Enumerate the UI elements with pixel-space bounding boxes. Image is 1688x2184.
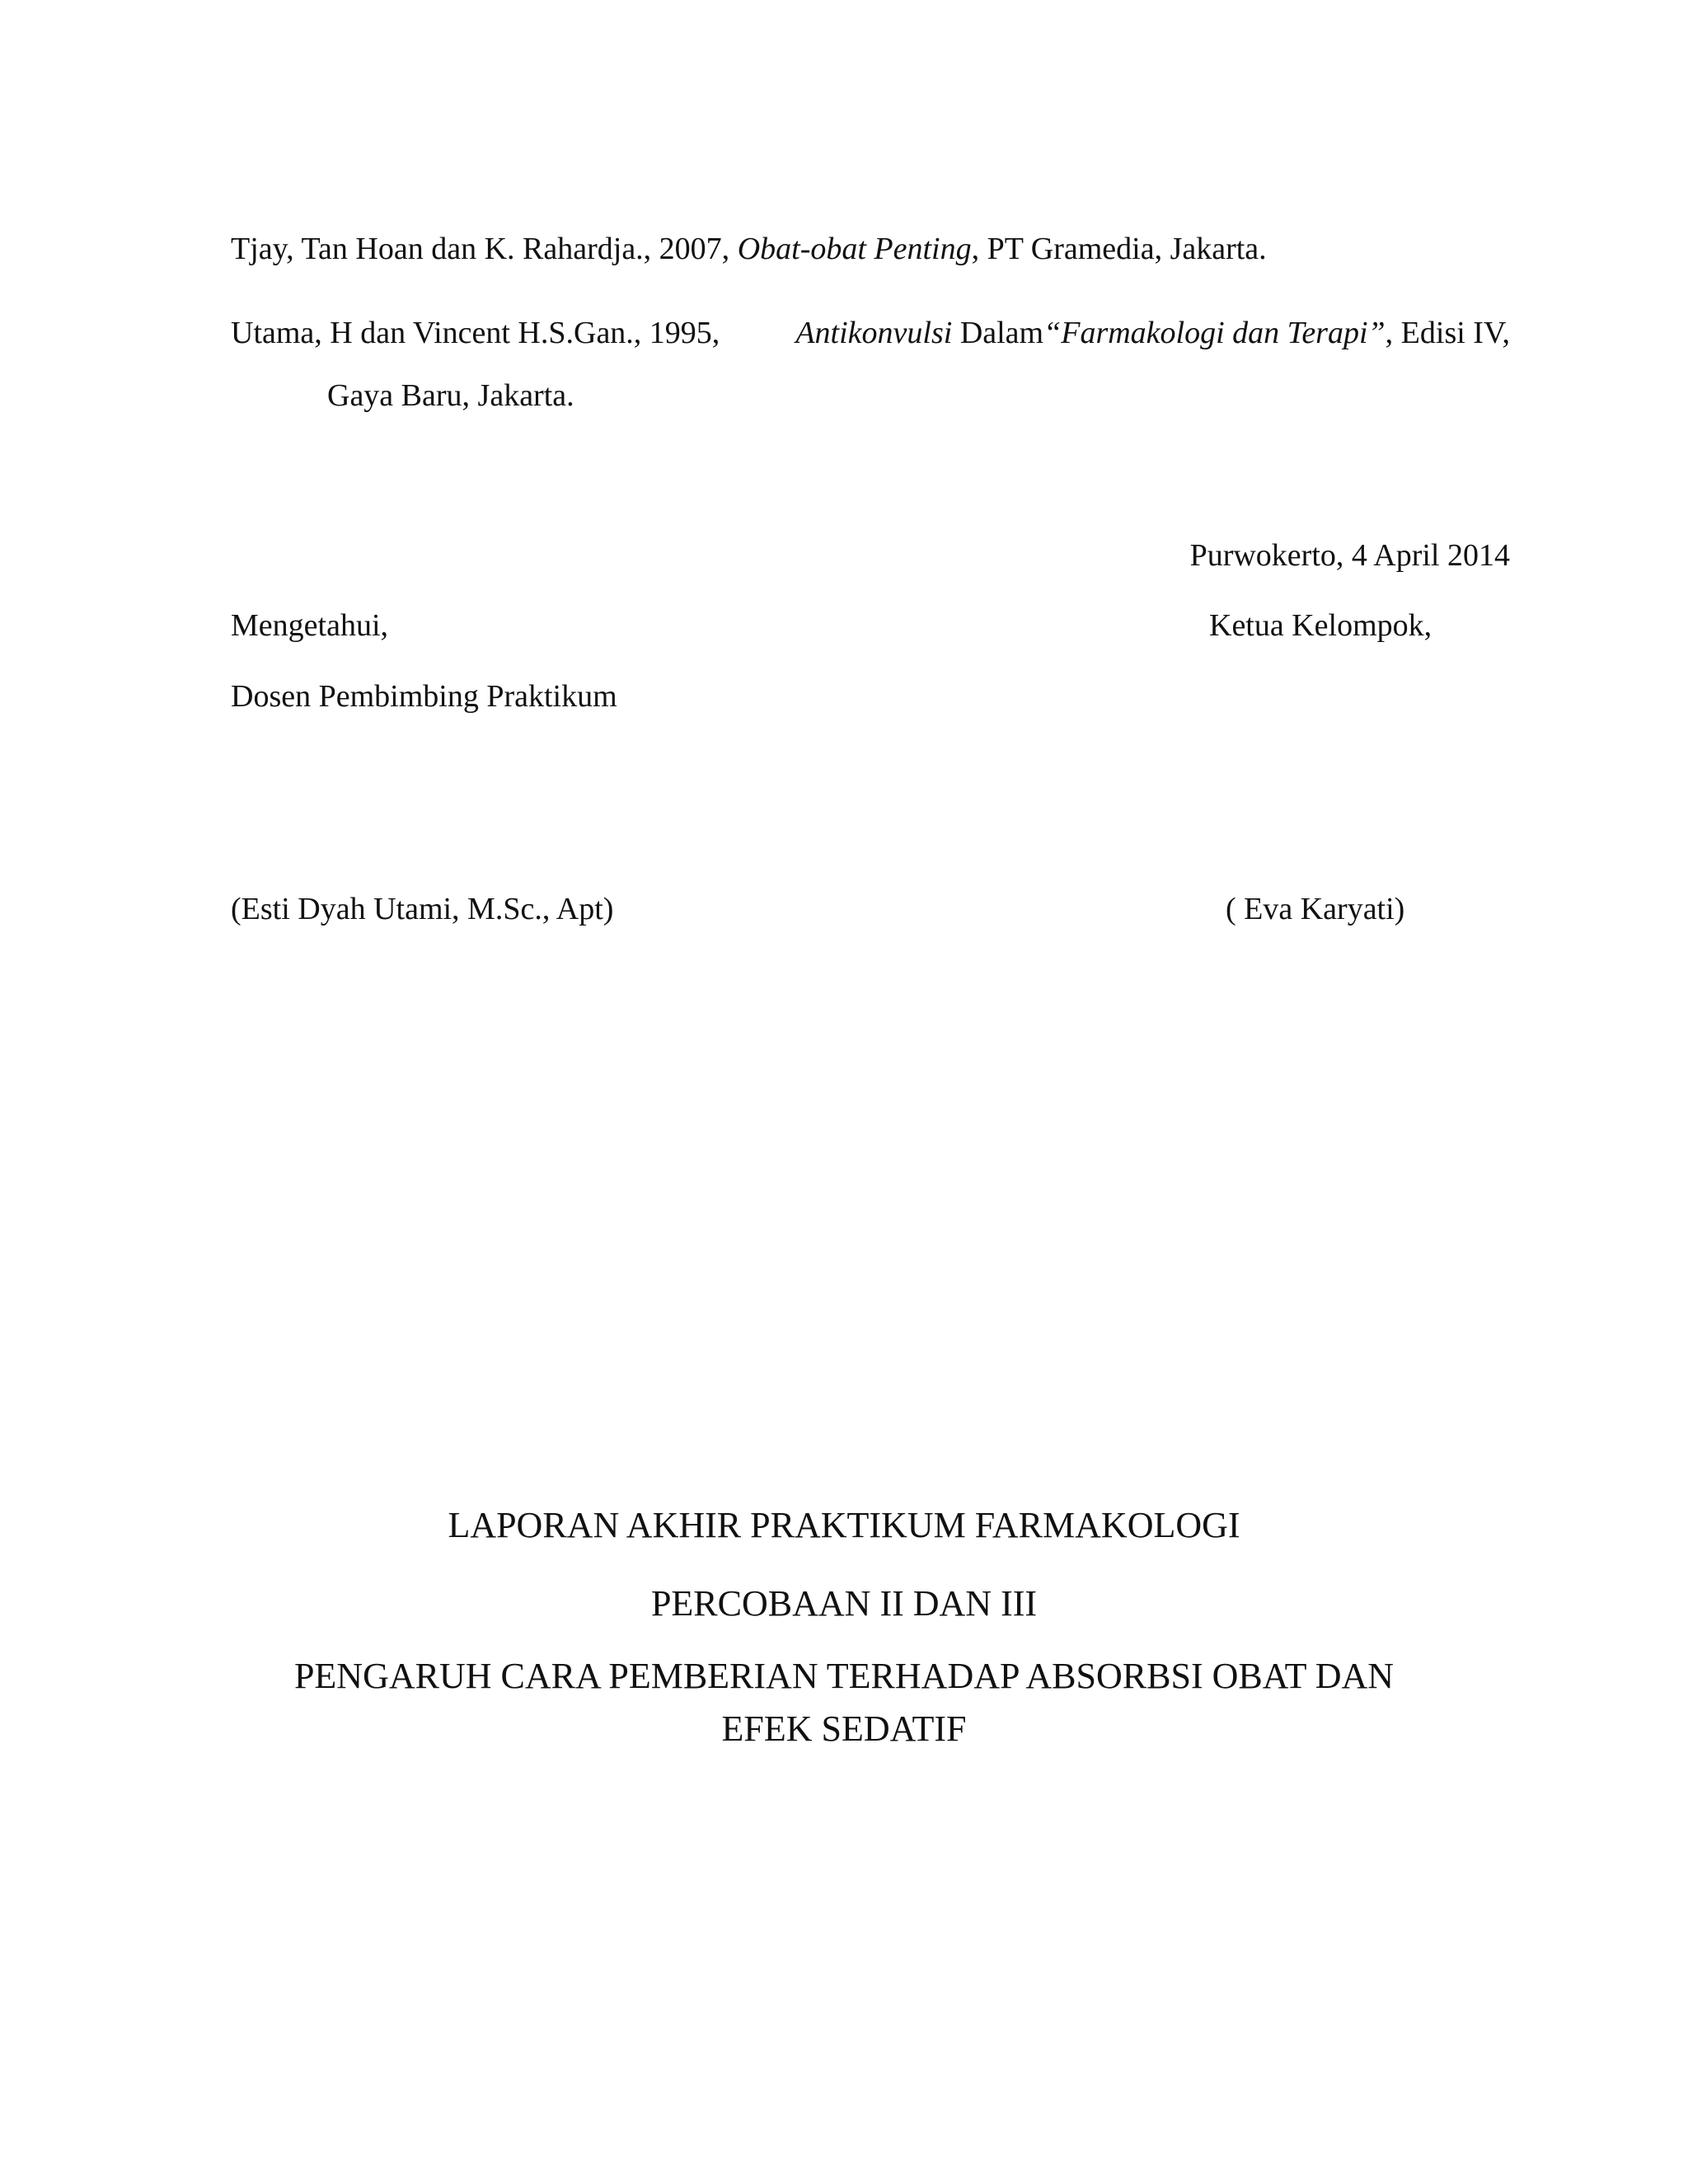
reference-chapter-title: Antikonvulsi [795,316,953,350]
report-title-line-1: LAPORAN AKHIR PRAKTIKUM FARMAKOLOGI [448,1505,1240,1545]
group-leader-name: ( Eva Karyati) [1226,892,1405,926]
supervisor-label: Dosen Pembimbing Praktikum [231,679,617,714]
reference-authors: Utama, H dan Vincent H.S.Gan., 1995, [231,316,720,350]
reference-tjay [231,231,1267,269]
place-date: Purwokerto, 4 April 2014 [1189,538,1510,573]
supervisor-name: (Esti Dyah Utami, M.Sc., Apt) [231,892,614,926]
reference-authors: Tjay, Tan Hoan dan K. Rahardja., 2007, [231,232,738,266]
reference-line-1 [231,315,1510,353]
reference-dalam: Dalam [952,316,1044,350]
reference-book-title: “Farmakologi dan Terapi” [1043,316,1386,350]
report-title-line-4: EFEK SEDATIF [721,1708,967,1749]
reference-title: Obat-obat Penting [737,232,972,266]
group-leader-label: Ketua Kelompok, [1209,608,1432,643]
acknowledged-label: Mengetahui, [231,608,389,643]
reference-publisher: , PT Gramedia, Jakarta. [971,232,1267,266]
report-title-line-2: PERCOBAAN II DAN III [650,1583,1038,1624]
reference-utama [231,315,1510,415]
report-title-line-3: PENGARUH CARA PEMBERIAN TERHADAP ABSORBSI OBAT DAN [293,1656,1395,1696]
reference-line-2: Gaya Baru, Jakarta. [327,377,574,413]
reference-edition: , Edisi IV, [1385,316,1510,350]
